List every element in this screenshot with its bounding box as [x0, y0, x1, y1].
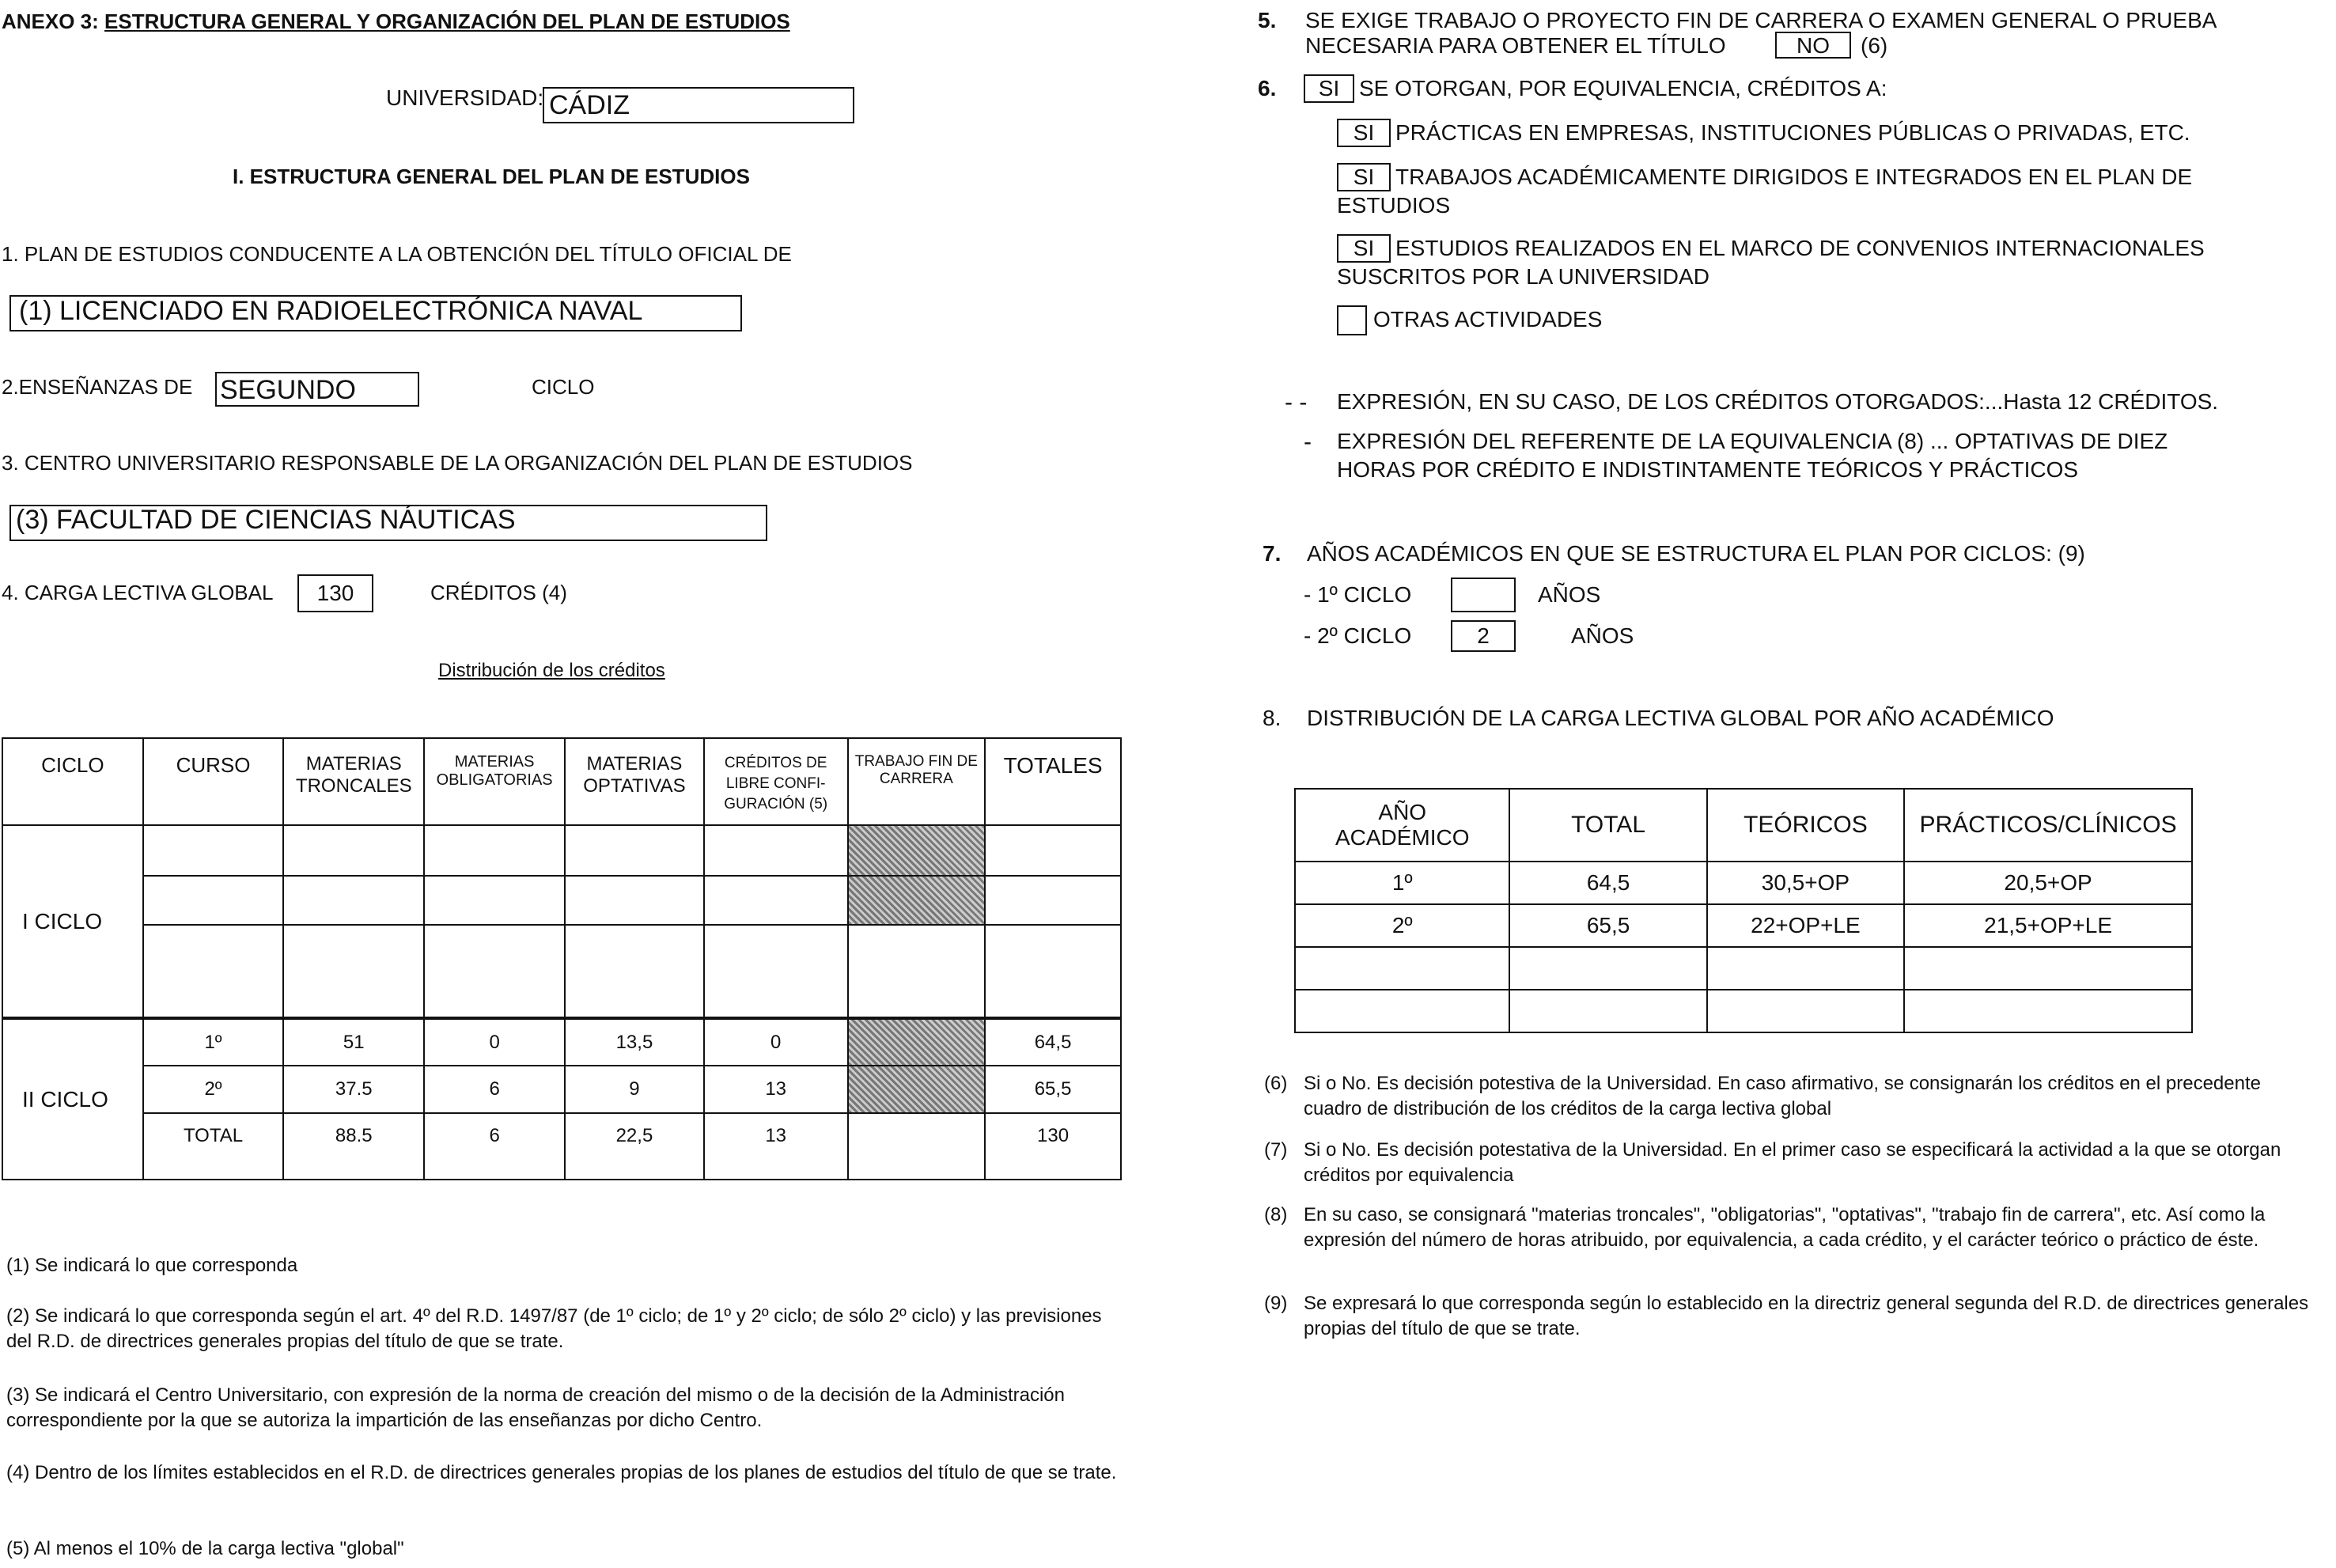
optativas-cell: 9 — [565, 1066, 704, 1113]
item5-box-value: NO — [1796, 33, 1830, 58]
credits-table — [2, 737, 1122, 1180]
ciclo1-row — [2, 876, 1121, 925]
option2-line2: ESTUDIOS — [1337, 193, 1451, 218]
cell — [424, 825, 565, 876]
cell — [283, 876, 424, 925]
item7-c1-anos: AÑOS — [1538, 582, 1601, 607]
ciclo2-label: II CICLO — [2, 1018, 143, 1180]
rnote-7-num: (7) — [1264, 1139, 1288, 1161]
optativas-cell: 22,5 — [565, 1113, 704, 1180]
item7-c1-box — [1451, 578, 1516, 612]
practicos-cell: 21,5+OP+LE — [1904, 904, 2192, 947]
yearly-row — [1295, 990, 2192, 1032]
item5-line2: NECESARIA PARA OBTENER EL TÍTULO — [1305, 33, 1726, 58]
item7-text: AÑOS ACADÉMICOS EN QUE SE ESTRUCTURA EL PLAN POR CICLOS: (9) — [1307, 541, 2085, 566]
totales-cell: 65,5 — [985, 1066, 1121, 1113]
item6-box-value: SI — [1318, 76, 1340, 100]
cell — [565, 825, 704, 876]
item4-label: 4. CARGA LECTIVA GLOBAL — [2, 581, 274, 604]
item6-num: 6. — [1258, 76, 1277, 100]
header-ano — [1295, 789, 1509, 862]
total-cell — [1509, 947, 1706, 990]
header-teoricos: TEÓRICOS — [1707, 789, 1905, 862]
obligatorias-cell: 0 — [424, 1018, 565, 1066]
footnote-5: (5) Al menos el 10% de la carga lectiva "global" — [6, 1538, 404, 1559]
practicos-cell — [1904, 990, 2192, 1032]
troncales-cell: 51 — [283, 1018, 424, 1066]
cell — [565, 876, 704, 925]
year-cell: 1º — [1295, 862, 1509, 904]
option2-line1: TRABAJOS ACADÉMICAMENTE DIRIGIDOS E INTEGRADOS EN EL PLAN DE — [1395, 165, 2193, 189]
item8-num: 8. — [1263, 706, 1282, 730]
cell — [704, 925, 848, 1018]
section-title: I. ESTRUCTURA GENERAL DEL PLAN DE ESTUDIOS — [233, 165, 750, 188]
cell — [985, 825, 1121, 876]
cell — [143, 925, 284, 1018]
ciclo2-row — [2, 1018, 1121, 1066]
header-curso: CURSO — [143, 738, 284, 825]
cell — [143, 876, 284, 925]
ciclo2-row — [2, 1066, 1121, 1113]
troncales-cell: 88.5 — [283, 1113, 424, 1180]
cell — [848, 925, 986, 1018]
item4-suffix: CRÉDITOS (4) — [430, 581, 567, 604]
libre-cell: 0 — [704, 1018, 848, 1066]
item2-suffix: CICLO — [532, 375, 595, 399]
distribution-title: Distribución de los créditos — [438, 660, 665, 681]
credits-header-row — [2, 738, 1121, 825]
rnote-9-text: Se expresará lo que corresponda según lo establecido en la directriz general segunda del R.D. de directrices generales propias del título de que se trate. — [1304, 1293, 2309, 1339]
header-trabajo-fin: TRABAJO FIN DE CARRERA — [848, 738, 986, 825]
rnote-6-text: Si o No. Es decisión potestiva de la Universidad. En caso afirmativo, se consignarán los créditos en el precedente cuadro de distribución de los créditos de la carga lectiva global — [1304, 1073, 2261, 1119]
footnote-2: (2) Se indicará lo que corresponda según el art. 4º del R.D. 1497/87 (de 1º ciclo; de 1º y 2º ciclo; de sólo 2º ciclo) y las previsiones del R.D. de directrices generales propias del título de que se trate. — [6, 1305, 1102, 1352]
teoricos-cell: 30,5+OP — [1707, 862, 1905, 904]
header-ano-text: AÑO ACADÉMICO — [1335, 800, 1470, 850]
header-obligatorias: MATERIAS OBLIGATORIAS — [424, 738, 565, 825]
total-cell: 64,5 — [1509, 862, 1706, 904]
curso-cell: 2º — [143, 1066, 284, 1113]
header-optativas: MATERIAS OPTATIVAS — [565, 738, 704, 825]
ciclo1-row — [2, 825, 1121, 876]
teoricos-cell — [1707, 947, 1905, 990]
option3-box-value: SI — [1353, 236, 1375, 260]
item1-value: (1) LICENCIADO EN RADIOELECTRÓNICA NAVAL — [19, 296, 643, 326]
obligatorias-cell: 6 — [424, 1113, 565, 1180]
annex-title: ESTRUCTURA GENERAL Y ORGANIZACIÓN DEL PLAN DE ESTUDIOS — [104, 9, 790, 33]
curso-cell: 1º — [143, 1018, 284, 1066]
option2-box-value: SI — [1353, 165, 1375, 189]
item7-c2-anos: AÑOS — [1571, 623, 1634, 648]
year-cell — [1295, 947, 1509, 990]
optativas-cell: 13,5 — [565, 1018, 704, 1066]
item6-text: SE OTORGAN, POR EQUIVALENCIA, CRÉDITOS A: — [1359, 76, 1887, 100]
ciclo1-label: I CICLO — [2, 825, 143, 1018]
item2-label: 2.ENSEÑANZAS DE — [2, 375, 193, 399]
expr2-line2: HORAS POR CRÉDITO E INDISTINTAMENTE TEÓRICOS Y PRÁCTICOS — [1337, 457, 2079, 482]
annex-prefix: ANEXO 3: — [2, 9, 105, 33]
universidad-value: CÁDIZ — [549, 90, 630, 120]
rnote-6-num: (6) — [1264, 1073, 1288, 1094]
cell — [985, 925, 1121, 1018]
item1-label: 1. PLAN DE ESTUDIOS CONDUCENTE A LA OBTENCIÓN DEL TÍTULO OFICIAL DE — [2, 242, 792, 266]
expr2-line1: EXPRESIÓN DEL REFERENTE DE LA EQUIVALENCIA (8) ... OPTATIVAS DE DIEZ — [1337, 429, 2168, 453]
yearly-row — [1295, 862, 2192, 904]
annex-heading — [2, 9, 790, 34]
footnote-3: (3) Se indicará el Centro Universitario, con expresión de la norma de creación del mismo o de la decisión de la Administración correspondiente por la que se autoriza la impartición de las enseñanzas por dicho Centro. — [6, 1384, 1065, 1431]
cell — [704, 876, 848, 925]
practicos-cell — [1904, 947, 2192, 990]
ciclo2-total-row — [2, 1113, 1121, 1180]
cell — [985, 876, 1121, 925]
item3-label: 3. CENTRO UNIVERSITARIO RESPONSABLE DE LA ORGANIZACIÓN DEL PLAN DE ESTUDIOS — [2, 451, 913, 475]
cell — [704, 825, 848, 876]
header-practicos: PRÁCTICOS/CLÍNICOS — [1904, 789, 2192, 862]
cell — [143, 825, 284, 876]
rnote-8-text: En su caso, se consignará "materias troncales", "obligatorias", "optativas", "trabajo fin de carrera", etc. Así como la expresión del número de horas atribuido, por equivalencia, a cada crédito, y el carácter teórico o práctico de éste. — [1304, 1204, 2266, 1251]
cell — [283, 925, 424, 1018]
item5-suffix: (6) — [1861, 33, 1888, 58]
rnote-7-text: Si o No. Es decisión potestativa de la Universidad. En el primer caso se especificará la actividad a la que se otorgan créditos por equivalencia — [1304, 1139, 2281, 1186]
cell — [424, 925, 565, 1018]
expr1-bullet: - - — [1285, 389, 1308, 415]
header-ciclo: CICLO — [2, 738, 143, 825]
option3-line2: SUSCRITOS POR LA UNIVERSIDAD — [1337, 264, 1709, 289]
hatched-cell — [848, 1018, 986, 1066]
header-total: TOTAL — [1509, 789, 1706, 862]
ciclo1-row — [2, 925, 1121, 1018]
libre-cell: 13 — [704, 1066, 848, 1113]
item8-text: DISTRIBUCIÓN DE LA CARGA LECTIVA GLOBAL POR AÑO ACADÉMICO — [1307, 706, 2054, 730]
libre-cell: 13 — [704, 1113, 848, 1180]
yearly-load-table — [1294, 788, 2193, 1033]
obligatorias-cell: 6 — [424, 1066, 565, 1113]
teoricos-cell: 22+OP+LE — [1707, 904, 1905, 947]
teoricos-cell — [1707, 990, 1905, 1032]
expr1: EXPRESIÓN, EN SU CASO, DE LOS CRÉDITOS OTORGADOS:...Hasta 12 CRÉDITOS. — [1337, 389, 2219, 414]
curso-cell: TOTAL — [143, 1113, 284, 1180]
rnote-8-num: (8) — [1264, 1204, 1288, 1225]
cell — [848, 1113, 986, 1180]
totales-cell: 130 — [985, 1113, 1121, 1180]
cell — [565, 925, 704, 1018]
item7-num: 7. — [1263, 541, 1282, 566]
cell — [424, 876, 565, 925]
item5-line1: SE EXIGE TRABAJO O PROYECTO FIN DE CARRERA O EXAMEN GENERAL O PRUEBA — [1305, 8, 2217, 32]
hatched-cell — [848, 1066, 986, 1113]
item2-value: SEGUNDO — [220, 375, 356, 405]
option1-line1: PRÁCTICAS EN EMPRESAS, INSTITUCIONES PÚBLICAS O PRIVADAS, ETC. — [1395, 120, 2190, 145]
year-cell: 2º — [1295, 904, 1509, 947]
cell — [283, 825, 424, 876]
item3-value: (3) FACULTAD DE CIENCIAS NÁUTICAS — [16, 505, 516, 535]
hatched-cell — [848, 876, 986, 925]
header-troncales: MATERIAS TRONCALES — [283, 738, 424, 825]
option4-line1: OTRAS ACTIVIDADES — [1373, 307, 1603, 331]
item7-c2-value: 2 — [1477, 623, 1490, 648]
total-cell — [1509, 990, 1706, 1032]
total-cell: 65,5 — [1509, 904, 1706, 947]
header-libre-configuracion: CRÉDITOS DE LIBRE CONFI- GURACIÓN (5) — [704, 738, 848, 825]
item7-c2-label: - 2º CICLO — [1304, 623, 1412, 648]
expr2-bullet: - — [1304, 429, 1312, 455]
item7-c1-label: - 1º CICLO — [1304, 582, 1412, 607]
practicos-cell: 20,5+OP — [1904, 862, 2192, 904]
yearly-row — [1295, 947, 2192, 990]
header-totales: TOTALES — [985, 738, 1121, 825]
universidad-label: UNIVERSIDAD: — [386, 85, 544, 110]
rnote-9-num: (9) — [1264, 1293, 1288, 1314]
option4-box — [1337, 305, 1367, 335]
year-cell — [1295, 990, 1509, 1032]
yearly-row — [1295, 904, 2192, 947]
footnote-1: (1) Se indicará lo que corresponda — [6, 1255, 298, 1276]
item5-num: 5. — [1258, 8, 1277, 32]
hatched-cell — [848, 825, 986, 876]
option1-box-value: SI — [1353, 120, 1375, 145]
totales-cell: 64,5 — [985, 1018, 1121, 1066]
yearly-header-row — [1295, 789, 2192, 862]
item4-value: 130 — [316, 581, 354, 605]
option3-line1: ESTUDIOS REALIZADOS EN EL MARCO DE CONVENIOS INTERNACIONALES — [1395, 236, 2205, 260]
footnote-4: (4) Dentro de los límites establecidos en el R.D. de directrices generales propias de los planes de estudios del título de que se trate. — [6, 1462, 1117, 1483]
troncales-cell: 37.5 — [283, 1066, 424, 1113]
